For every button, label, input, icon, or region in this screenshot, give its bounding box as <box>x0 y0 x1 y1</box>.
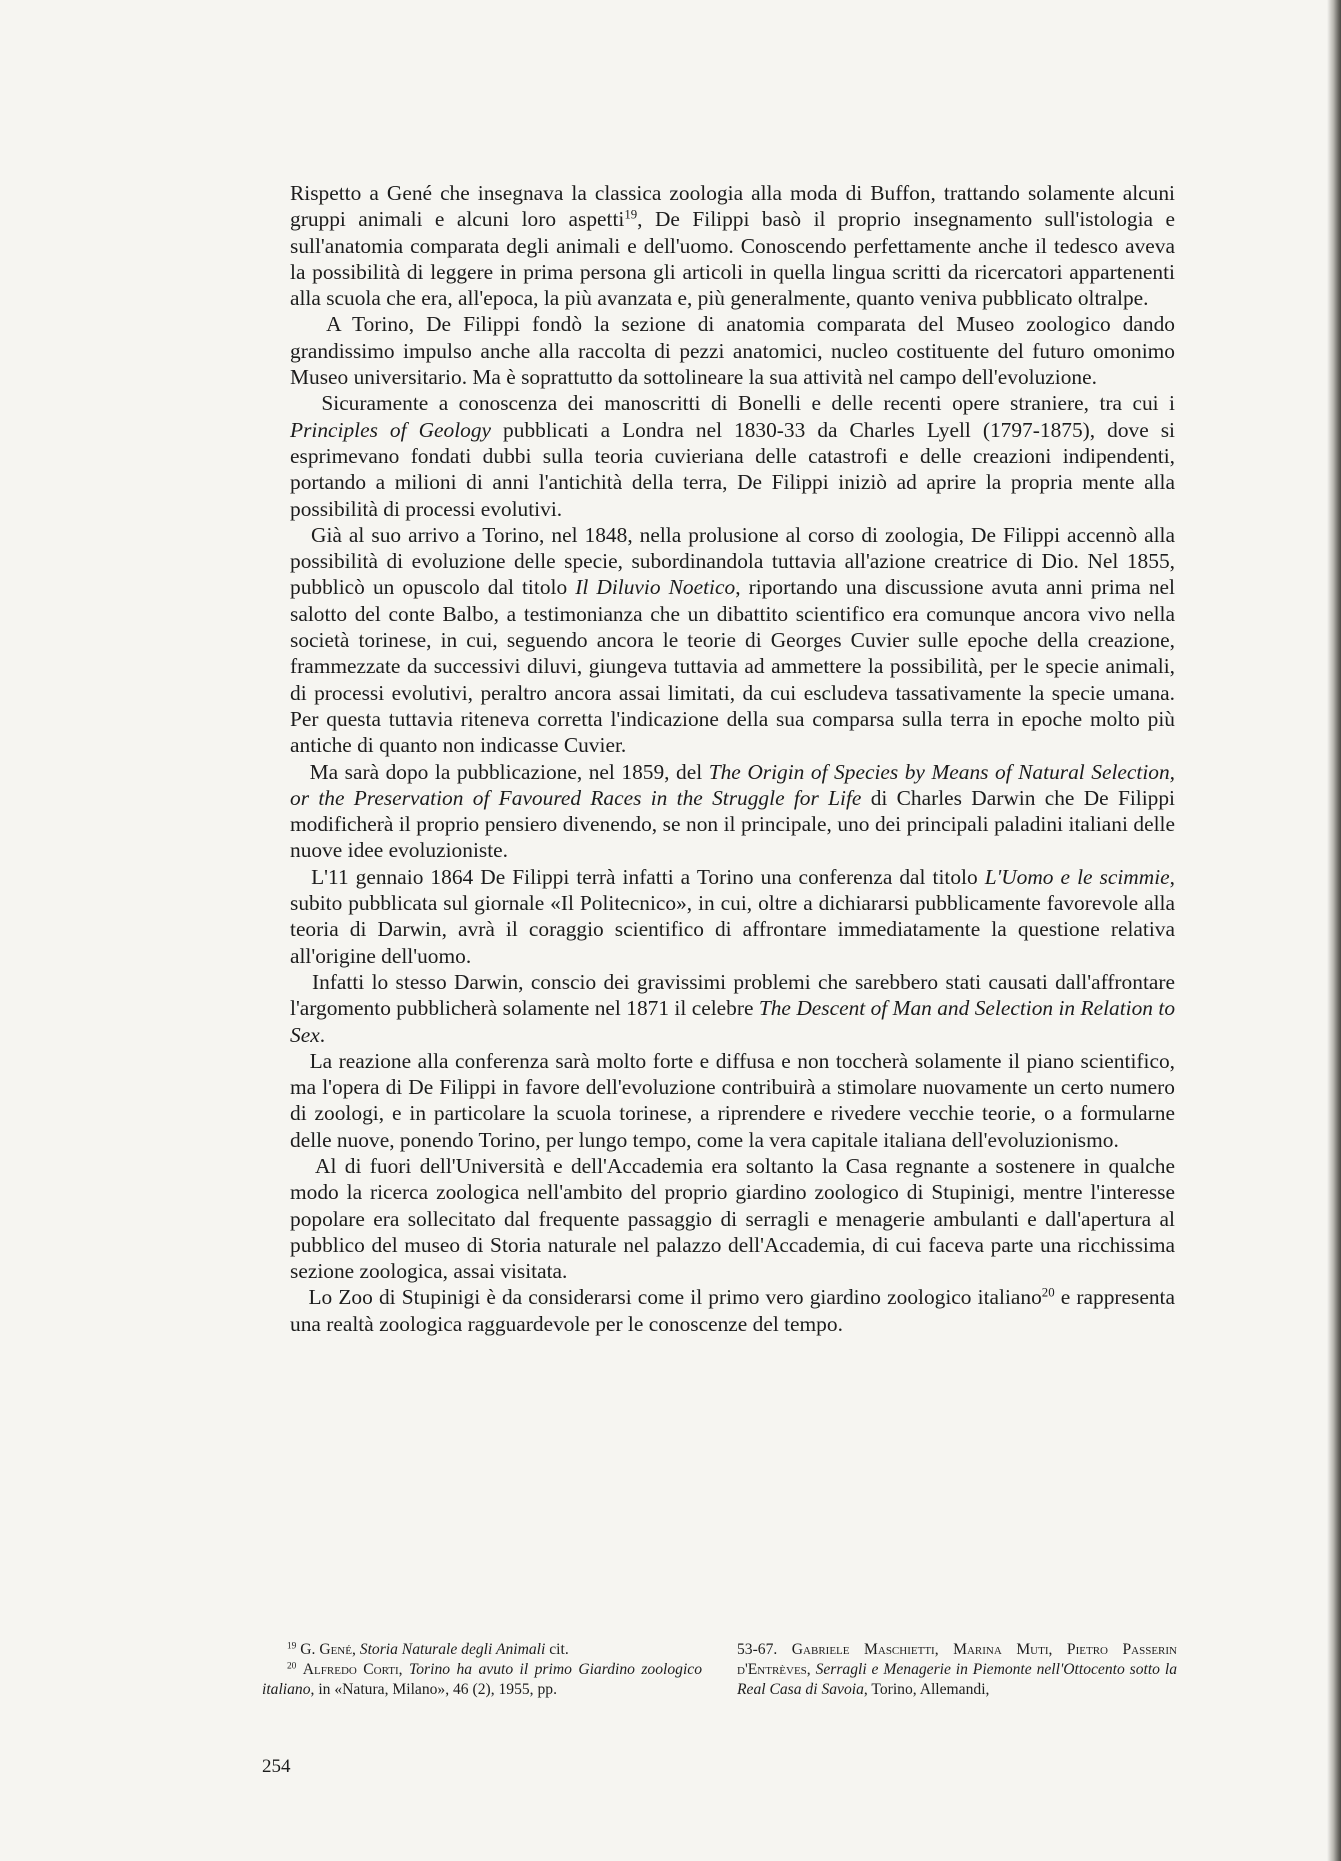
paragraph-5: Ma sarà dopo la pubblicazione, nel 1859, del The Origin of Species by Means of Natural Selection, or the Preservation of Favoured Races in the Struggle for Life di Charles Darwin che De Filippi modificherà il proprio pensiero divenendo, se non il principale, uno dei principali paladini italiani delle nuove idee evoluzioniste. <box>290 759 1176 863</box>
footnote-19: $^{19}$ G. Gené, Storia Naturale degli Animali cit. <box>287 1641 569 1658</box>
footnotes-left-column <box>262 1640 702 1700</box>
page-number: 254 <box>262 1756 291 1777</box>
paragraph-4: Già al suo arrivo a Torino, nel 1848, nella prolusione al corso di zoologia, De Filippi accennò alla possibilità di evoluzione delle specie, subordinandola tuttavia all'azione creatrice di Dio. Nel 1855, pubblicò un opuscolo dal titolo Il Diluvio Noetico, riportando una discussione avuta anni prima nel salotto del conte Balbo, a testimonianza che un dibattito scientifico era comunque ancora vivo nella società torinese, in cui, seguendo ancora le teorie di Georges Cuvier sulle epoche della creazione, frammezzate da successivi diluvi, giungeva tuttavia ad ammettere la possibilità, per le specie animali, di processi evolutivi, peraltro ancora assai limitati, da cui escludeva tassativamente la specie umana. Per questa tuttavia riteneva corretta l'indicazione della sua comparsa sulla terra in epoche molto più antiche di quanto non indicasse Cuvier. <box>290 522 1175 758</box>
footnotes-right-column <box>737 1640 1177 1700</box>
footnote-20-continued: 53-67. Gabriele Maschietti, Marina Muti, Pietro Passerin d'Entrèves, Serragli e Menagerie in Piemonte nell'Ottocento sotto la Real Casa di Savoia, Torino, Allemandi, <box>737 1641 1177 1698</box>
paragraph-8: La reazione alla conferenza sarà molto forte e diffusa e non toccherà solamente il piano scientifico, ma l'opera di De Filippi in favore dell'evoluzione contribuirà a stimolare nuovamente un certo numero di zoologi, e in particolare la scuola torinese, a riprendere e rivedere vecchie teorie, o a formularne delle nuove, ponendo Torino, per lungo tempo, come la vera capitale italiana dell'evoluzionismo. <box>290 1048 1175 1152</box>
paragraph-2: A Torino, De Filippi fondò la sezione di anatomia comparata del Museo zoologico dando grandissimo impulso anche alla raccolta di pezzi anatomici, nucleo costituente del futuro omonimo Museo universitario. Ma è soprattutto da sottolineare la sua attività nel campo dell'evoluzione. <box>290 312 1175 390</box>
footnote-20: $^{20}$ Alfredo Corti, Torino ha avuto il primo Giardino zoologico italiano, in «Natura, Milano», 46 (2), 1955, pp. <box>262 1661 702 1698</box>
body-text <box>290 180 1175 1337</box>
paragraph-7: Infatti lo stesso Darwin, conscio dei gravissimi problemi che sarebbero stati causati dall'affrontare l'argomento pubblicherà solamente nel 1871 il celebre The Descent of Man and Selection in Relation to Sex. <box>290 969 1176 1047</box>
paragraph-10: Lo Zoo di Stupinigi è da considerarsi come il primo vero giardino zoologico italiano$^{20}$ e rappresenta una realtà zoologica ragguardevole per le conoscenze del tempo. <box>290 1285 1175 1336</box>
paragraph-9: Al di fuori dell'Università e dell'Accademia era soltanto la Casa regnante a sostenere in qualche modo la ricerca zoologica nell'ambito del proprio giardino zoologico di Stupinigi, mentre l'interesse popolare era sollecitato dal frequente passaggio di serragli e menagerie ambulanti e dall'apertura al pubblico del museo di Storia naturale nel palazzo dell'Accademia, di cui faceva parte una ricchissima sezione zoologica, assai visitata. <box>290 1153 1175 1284</box>
page-edge-shadow <box>1327 0 1341 1861</box>
paragraph-1: Rispetto a Gené che insegnava la classica zoologia alla moda di Buffon, trattando solamente alcuni gruppi animali e alcuni loro aspetti$^{19}$, De Filippi basò il proprio insegnamento sull'istologia e sull'anatomia comparata degli animali e dell'uomo. Conoscendo perfettamente anche il tedesco aveva la possibilità di leggere in prima persona gli articoli in quella lingua scritti da ricercatori appartenenti alla scuola che era, all'epoca, la più avanzata e, più generalmente, quanto veniva pubblicato oltralpe. <box>290 181 1175 311</box>
footnotes <box>262 1640 1177 1700</box>
paragraph-3: Sicuramente a conoscenza dei manoscritti di Bonelli e delle recenti opere straniere, tra cui i Principles of Geology pubblicati a Londra nel 1830-33 da Charles Lyell (1797-1875), dove si esprimevano fondati dubbi sulla teoria cuvieriana delle catastrofi e delle creazioni indipendenti, portando a milioni di anni l'antichità della terra, De Filippi iniziò ad aprire la propria mente alla possibilità di processi evolutivi. <box>290 391 1175 521</box>
paragraph-6: L'11 gennaio 1864 De Filippi terrà infatti a Torino una conferenza dal titolo L'Uomo e le scimmie, subito pubblicata sul giornale «Il Politecnico», in cui, oltre a dichiararsi pubblicamente favorevole alla teoria di Darwin, avrà il coraggio scientifico di affrontare immediatamente la questione relativa all'origine dell'uomo. <box>290 864 1175 968</box>
